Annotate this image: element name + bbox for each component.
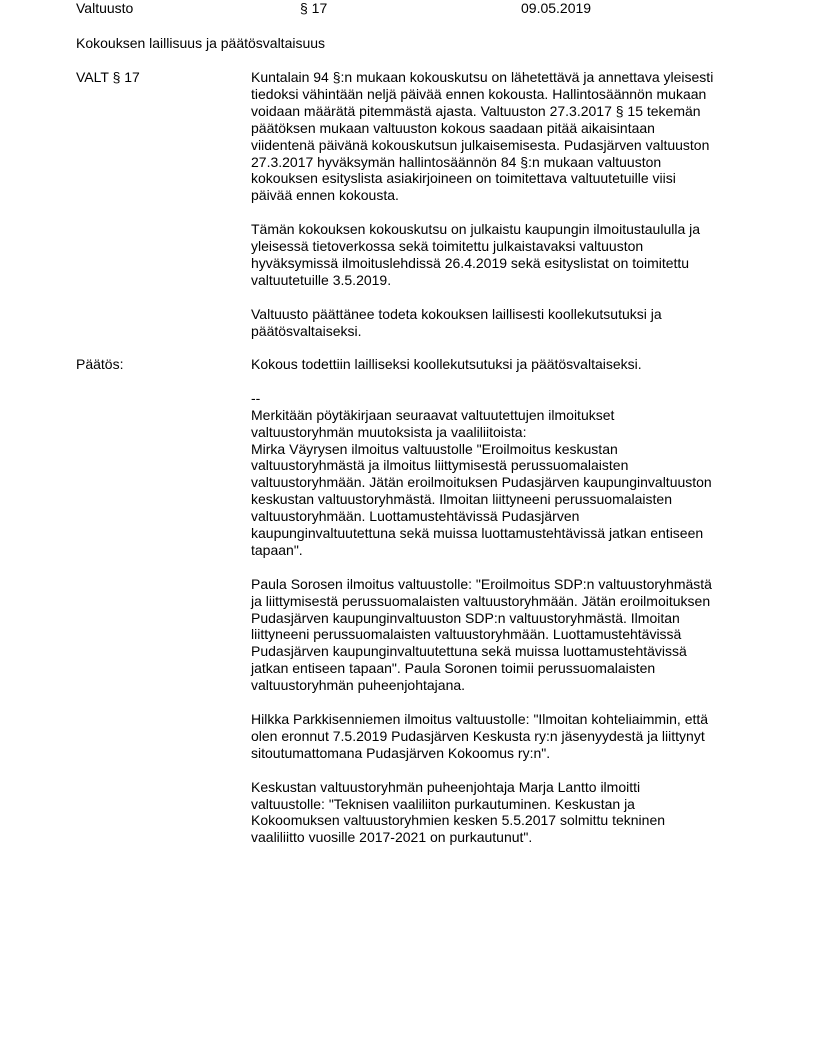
text-line: Kuntalain 94 §:n mukaan kokouskutsu on lähetettävä ja annettava yleisesti — [251, 69, 714, 85]
text-line: olen eronnut 7.5.2019 Pudasjärven Keskusta ry:n jäsenyydestä ja liittynyt — [251, 727, 705, 744]
text-line: Mirka Väyrysen ilmoitus valtuustolle "Eroilmoitus keskustan — [251, 440, 618, 457]
text-line: vaaliliitto vuosille 2017-2021 on purkautunut". — [251, 829, 533, 846]
section-text — [251, 69, 751, 339]
text-line: yleisessä tietoverkossa sekä toimitettu julkaistavaksi valtuuston — [251, 238, 644, 255]
text-line: valtuustoryhmään. Jätän eroilmoituksen Pudasjärven kaupunginvaltuuston — [251, 474, 712, 491]
text-line: hyväksymissä ilmoituslehdissä 26.4.2019 sekä esityslistat on toimitettu — [251, 254, 690, 271]
text-line: Tämän kokouksen kokouskutsu on julkaistu kaupungin ilmoitustaululla ja — [251, 221, 701, 238]
text-line: jatkan entiseen tapaan". Paula Soronen toimii perussuomalaisten — [251, 660, 656, 677]
text-line: Kokoomuksen valtuustoryhmien kesken 5.5.2017 solmittu tekninen — [251, 812, 666, 829]
text-line: tiedoksi vähintään neljä päivää ennen kokousta. Hallintosäännön mukaan — [251, 85, 707, 102]
text-line: keskustan valtuustoryhmästä. Ilmoitan liittyneeni perussuomalaisten — [251, 491, 672, 508]
text-line: kaupunginvaltuutettuna sekä muissa luottamustehtävissä jatkan entiseen — [251, 525, 704, 542]
text-line: Keskustan valtuustoryhmän puheenjohtaja Marja Lantto ilmoitti — [251, 778, 641, 795]
text-line: Kokous todettiin lailliseksi koollekutsutuksi ja päätösvaltaiseksi. — [251, 356, 642, 372]
text-line: valtuustoryhmään. Luottamustehtävissä Pudasjärven — [251, 508, 580, 525]
text-line: kokouksen esityslista asiakirjoineen on toimitettava valtuutetuille viisi — [251, 170, 676, 187]
document-title: Kokouksen laillisuus ja päätösvaltaisuus — [76, 35, 326, 51]
text-line: valtuustolle: "Teknisen vaaliliiton purkautuminen. Keskustan ja — [251, 795, 635, 812]
text-line: liittyneeni perussuomalaisten valtuustoryhmään. Luottamustehtävissä — [251, 626, 682, 643]
text-line: Pudasjärven kaupunginvaltuuston SDP:n valtuustoryhmästä. Ilmoitan — [251, 609, 680, 626]
text-line: ja liittymisestä perussuomalaisten valtuustoryhmään. Jätän eroilmoituksen — [251, 592, 711, 609]
text-line: tapaan". — [251, 541, 303, 558]
text-line: päivää ennen kokousta. — [251, 187, 399, 204]
text-line: viidentenä päivänä kokouskutsun julkaisemisesta. Pudasjärven valtuuston — [251, 136, 710, 153]
header-body: Valtuusto — [76, 0, 134, 16]
decision-text — [251, 356, 751, 846]
text-line: Merkitään pöytäkirjaan seuraavat valtuutettujen ilmoitukset — [251, 406, 615, 423]
decision-label: Päätös: — [76, 356, 124, 372]
text-line: Hilkka Parkkisenniemen ilmoitus valtuustolle: "Ilmoitan kohteliaimmin, että — [251, 710, 709, 727]
text-line: päätöksen mukaan valtuuston kokous saadaan pitää aikaisintaan — [251, 119, 655, 136]
text-line: voidaan määrätä pitemmästä ajasta. Valtuuston 27.3.2017 § 15 tekemän — [251, 102, 701, 119]
header-section: § 17 — [300, 0, 328, 16]
text-line: Valtuusto päättänee todeta kokouksen laillisesti koollekutsutuksi ja — [251, 305, 662, 322]
header-date: 09.05.2019 — [521, 0, 592, 16]
text-line: sitoutumattomana Pudasjärven Kokoomus ry:n". — [251, 744, 551, 761]
text-line: Pudasjärven kaupunginvaltuutettuna sekä muissa luottamustehtävissä — [251, 643, 687, 660]
text-line: valtuustoryhmän muutoksista ja vaaliliitoista: — [251, 423, 527, 440]
text-line: päätösvaltaiseksi. — [251, 322, 362, 339]
text-line: -- — [251, 389, 261, 406]
text-line: Paula Sorosen ilmoitus valtuustolle: "Eroilmoitus SDP:n valtuustoryhmästä — [251, 575, 712, 592]
text-line: valtuutetuille 3.5.2019. — [251, 271, 392, 288]
text-line: 27.3.2017 hyväksymän hallintosäännön 84 §:n mukaan valtuuston — [251, 153, 662, 170]
text-line: valtuustoryhmän puheenjohtajana. — [251, 677, 466, 694]
section-label: VALT § 17 — [76, 69, 140, 85]
text-line: valtuustoryhmästä ja ilmoitus liittymisestä perussuomalaisten — [251, 457, 629, 474]
